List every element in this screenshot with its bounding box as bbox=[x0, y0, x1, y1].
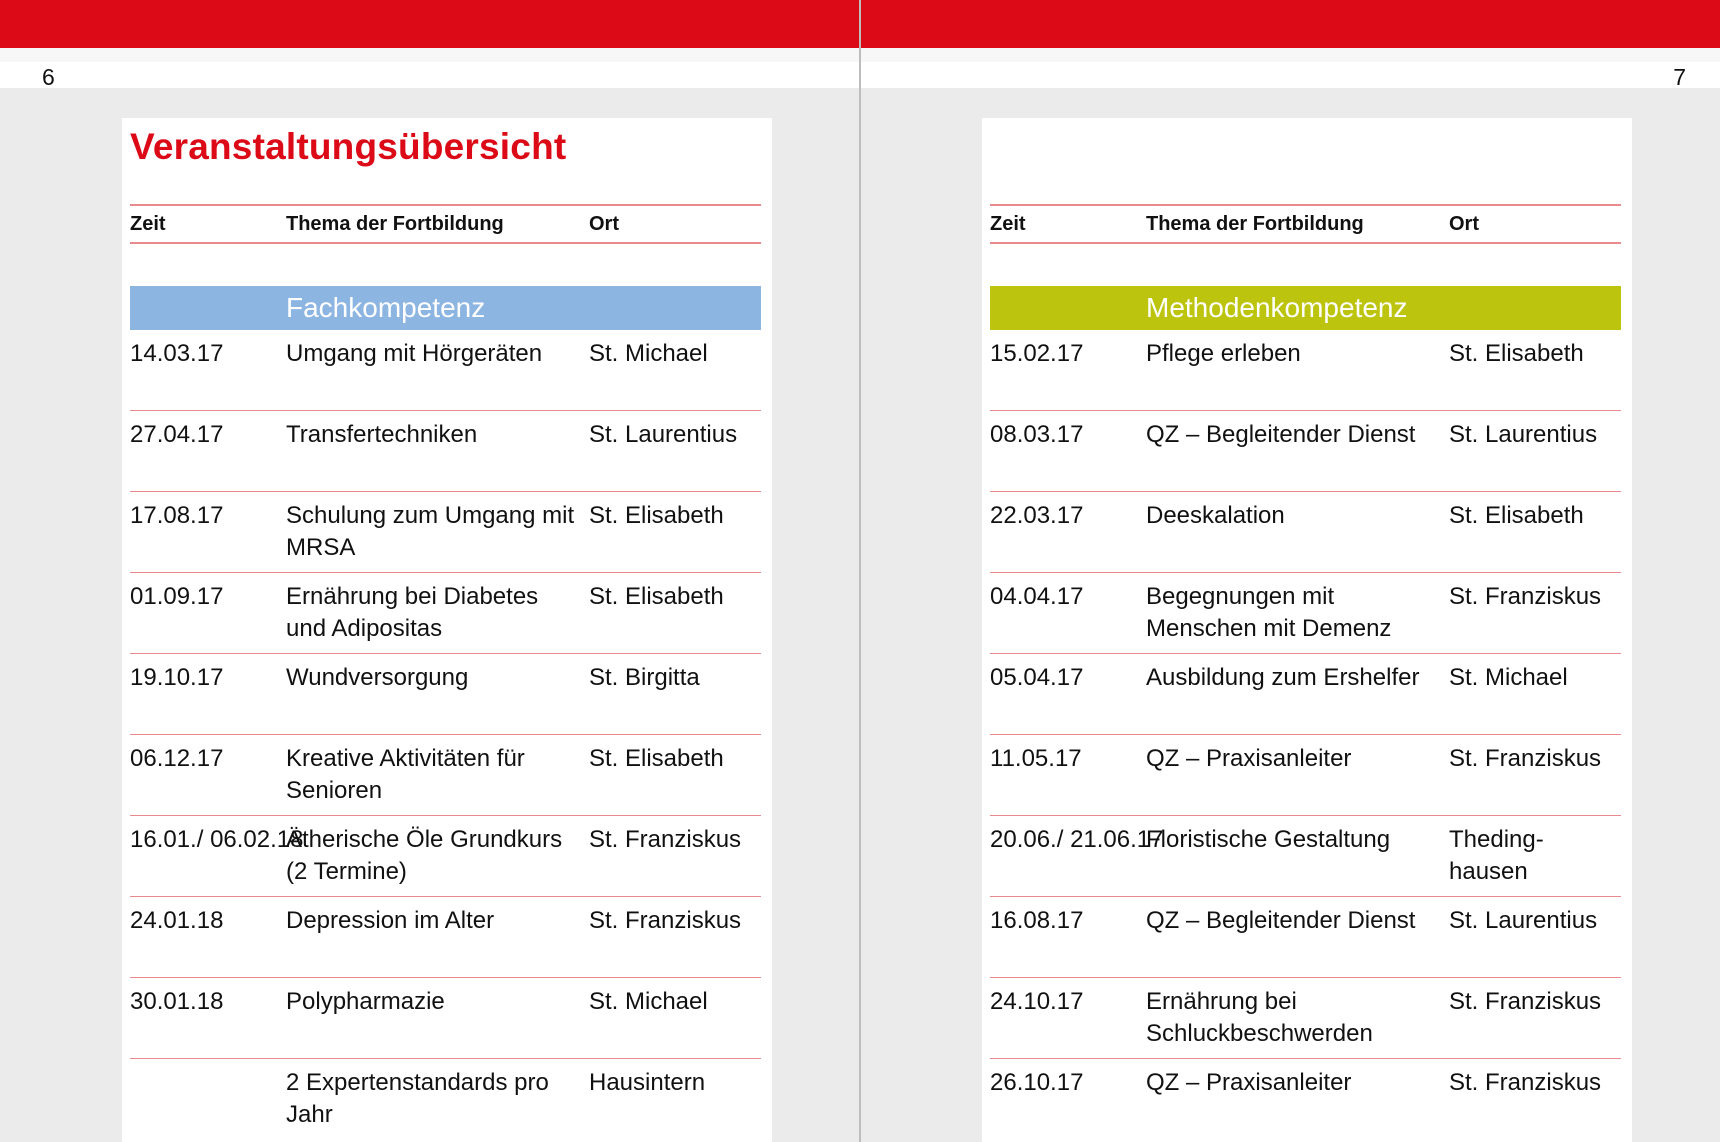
row-zeit: 16.08.17 bbox=[990, 907, 1084, 934]
row-thema: Pflege erleben bbox=[1146, 340, 1301, 367]
row-ort: St. Elisabeth bbox=[589, 583, 724, 610]
table-row bbox=[990, 1059, 1621, 1139]
header-ort: Ort bbox=[1449, 213, 1479, 235]
row-thema: QZ – Begleitender Dienst bbox=[1146, 907, 1416, 934]
page-number-left: 6 bbox=[42, 64, 55, 90]
row-zeit: 11.05.17 bbox=[990, 745, 1082, 772]
section-band-methodenkompetenz bbox=[990, 286, 1621, 330]
table-row bbox=[990, 978, 1621, 1059]
row-thema: Begegnungen mit Menschen mit Demenz bbox=[1146, 583, 1392, 642]
table-row bbox=[990, 897, 1621, 978]
row-zeit: 26.10.17 bbox=[990, 1069, 1084, 1096]
table-row bbox=[130, 411, 761, 492]
row-thema: QZ – Begleitender Dienst bbox=[1146, 421, 1416, 448]
row-ort: St. Birgitta bbox=[589, 664, 700, 691]
header-thema: Thema der Fortbildung bbox=[286, 213, 504, 235]
row-ort: St. Elisabeth bbox=[589, 502, 724, 529]
row-zeit: 17.08.17 bbox=[130, 502, 224, 529]
table-header-left bbox=[130, 204, 761, 244]
right-page-panel bbox=[982, 118, 1632, 1142]
table-row bbox=[130, 492, 761, 573]
table-row bbox=[990, 735, 1621, 816]
row-zeit: 19.10.17 bbox=[130, 664, 224, 691]
row-zeit: 15.02.17 bbox=[990, 340, 1084, 367]
row-thema: Ausbildung zum Ershelfer bbox=[1146, 664, 1420, 691]
page-title: Veranstaltungsübersicht bbox=[130, 126, 567, 167]
row-thema: Polypharmazie bbox=[286, 988, 445, 1015]
row-ort: St. Laurentius bbox=[1449, 421, 1598, 448]
row-ort: St. Michael bbox=[1449, 664, 1568, 691]
row-thema: QZ – Praxisanleiter bbox=[1146, 745, 1352, 772]
left-page-panel bbox=[122, 118, 772, 1142]
table-row bbox=[130, 978, 761, 1059]
page-number-row-right bbox=[861, 62, 1720, 88]
row-zeit: 22.03.17 bbox=[990, 502, 1084, 529]
header-zeit: Zeit bbox=[130, 213, 166, 235]
row-zeit: 20.06./ 21.06.17 bbox=[990, 826, 1164, 853]
table-row bbox=[990, 492, 1621, 573]
header-ort: Ort bbox=[589, 213, 619, 235]
row-ort: St. Franziskus bbox=[589, 907, 742, 934]
header-thema: Thema der Fortbildung bbox=[1146, 213, 1364, 235]
row-ort: St. Laurentius bbox=[589, 421, 738, 448]
table-header-right bbox=[990, 204, 1621, 244]
row-ort: St. Franziskus bbox=[1449, 1069, 1602, 1096]
table-row bbox=[990, 330, 1621, 411]
table-row bbox=[130, 330, 761, 411]
header-zeit: Zeit bbox=[990, 213, 1026, 235]
row-thema: QZ – Praxisanleiter bbox=[1146, 1069, 1352, 1096]
row-thema: Ätherische Öle Grundkurs (2 Termine) bbox=[286, 826, 563, 885]
row-ort: Hausintern bbox=[589, 1069, 706, 1096]
row-zeit: 24.01.18 bbox=[130, 907, 224, 934]
row-zeit: 14.03.17 bbox=[130, 340, 224, 367]
row-thema: Ernährung bei Diabetes und Adipositas bbox=[286, 583, 539, 642]
row-zeit: 24.10.17 bbox=[990, 988, 1084, 1015]
table-row bbox=[990, 573, 1621, 654]
row-ort: St. Franziskus bbox=[1449, 745, 1602, 772]
row-thema: Schulung zum Umgang mit MRSA bbox=[286, 502, 575, 561]
section-heading: Fachkompetenz bbox=[286, 292, 486, 323]
section-band-fachkompetenz bbox=[130, 286, 761, 330]
row-thema: Kreative Aktivitäten für Senioren bbox=[286, 745, 525, 804]
row-ort: St. Franziskus bbox=[1449, 583, 1602, 610]
row-ort: St. Laurentius bbox=[1449, 907, 1598, 934]
row-ort: St. Elisabeth bbox=[1449, 340, 1584, 367]
table-row bbox=[130, 654, 761, 735]
row-zeit: 27.04.17 bbox=[130, 421, 224, 448]
row-zeit: 16.01./ 06.02.18 bbox=[130, 826, 304, 853]
row-zeit: 05.04.17 bbox=[990, 664, 1084, 691]
row-thema: Umgang mit Hörgeräten bbox=[286, 340, 543, 367]
row-ort: St. Michael bbox=[589, 340, 708, 367]
row-ort: St. Franziskus bbox=[1449, 988, 1602, 1015]
page-number-right: 7 bbox=[1673, 64, 1686, 90]
table-row bbox=[130, 573, 761, 654]
row-ort: Theding- hausen bbox=[1449, 826, 1544, 885]
row-zeit: 08.03.17 bbox=[990, 421, 1084, 448]
row-ort: St. Elisabeth bbox=[1449, 502, 1584, 529]
row-thema: Ernährung bei Schluckbeschwerden bbox=[1146, 988, 1373, 1047]
table-row bbox=[990, 411, 1621, 492]
row-zeit: 04.04.17 bbox=[990, 583, 1084, 610]
row-ort: St. Elisabeth bbox=[589, 745, 724, 772]
table-row bbox=[130, 816, 761, 897]
row-zeit: 06.12.17 bbox=[130, 745, 224, 772]
row-ort: St. Franziskus bbox=[589, 826, 742, 853]
row-thema: Deeskalation bbox=[1146, 502, 1285, 529]
table-row bbox=[990, 654, 1621, 735]
section-heading: Methodenkompetenz bbox=[1146, 292, 1408, 323]
table-rows-left bbox=[130, 330, 761, 1139]
row-thema: 2 Expertenstandards pro Jahr bbox=[286, 1069, 549, 1128]
row-zeit: 30.01.18 bbox=[130, 988, 224, 1015]
row-thema: Transfertechniken bbox=[286, 421, 478, 448]
table-row bbox=[130, 735, 761, 816]
table-row bbox=[130, 897, 761, 978]
table-row bbox=[130, 1059, 761, 1139]
row-ort: St. Michael bbox=[589, 988, 708, 1015]
table-row bbox=[990, 816, 1621, 897]
row-zeit: 01.09.17 bbox=[130, 583, 224, 610]
row-thema: Wundversorgung bbox=[286, 664, 469, 691]
page-number-row-left bbox=[0, 62, 859, 88]
table-rows-right bbox=[990, 330, 1621, 1139]
page-gutter bbox=[859, 0, 861, 1142]
row-thema: Depression im Alter bbox=[286, 907, 495, 934]
row-thema: Floristische Gestaltung bbox=[1146, 826, 1391, 853]
